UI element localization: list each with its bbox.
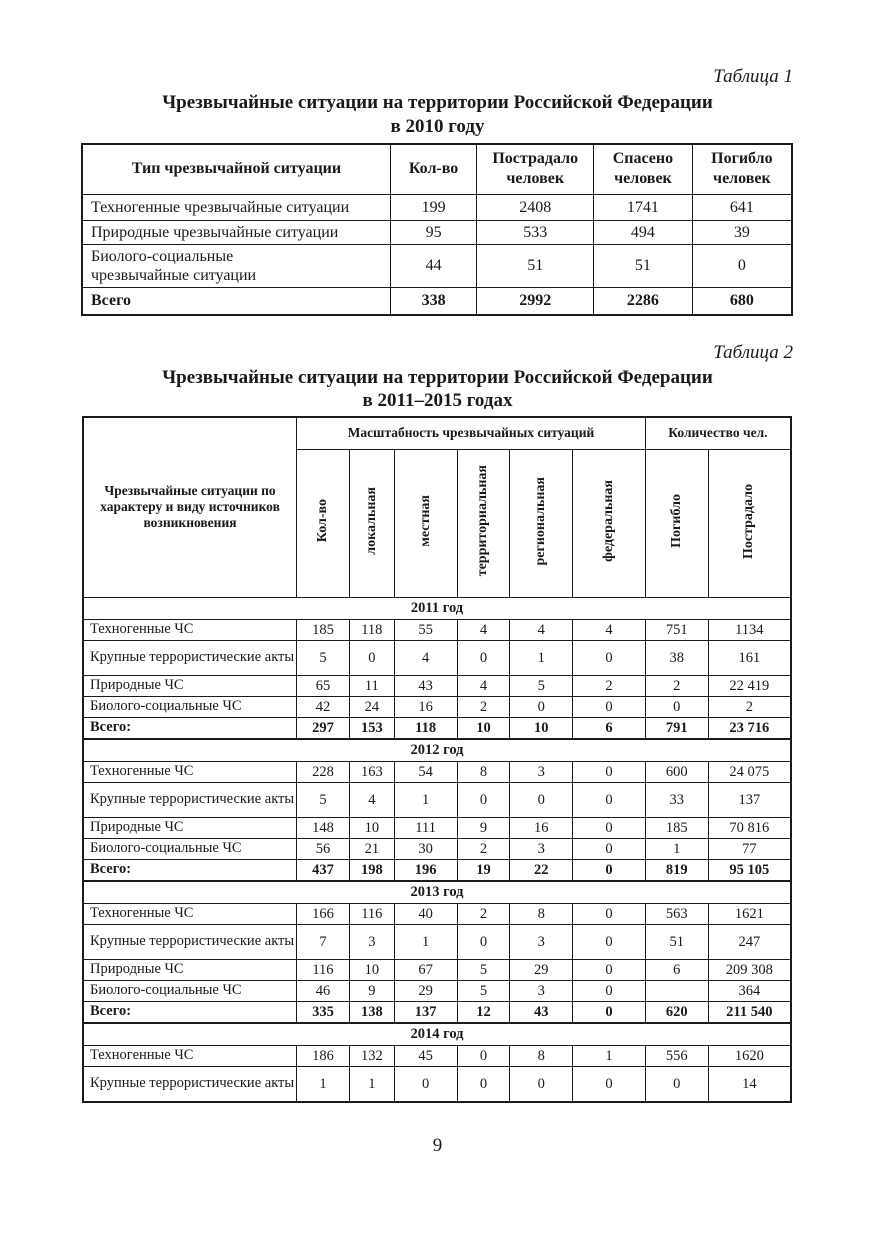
table-row — [83, 980, 791, 1001]
table-cell: 46 — [297, 980, 350, 1001]
table-cell: 1621 — [708, 903, 791, 924]
table-cell: 1 — [645, 838, 708, 859]
table-cell: 4 — [457, 675, 510, 696]
row-label: Техногенные ЧС — [83, 761, 297, 782]
column-header — [573, 449, 646, 597]
table2-header-row-label: Чрезвычайные ситуации по характеру и виду источников возникновения — [83, 417, 297, 597]
column-header — [708, 449, 791, 597]
table1-title-line2: в 2010 году — [390, 116, 485, 137]
table-cell: 29 — [394, 980, 457, 1001]
column-header — [457, 449, 510, 597]
table-cell: 95 105 — [708, 859, 791, 881]
row-label: Техногенные ЧС — [83, 1045, 297, 1066]
table-cell: 11 — [349, 675, 394, 696]
total-row — [83, 859, 791, 881]
table-cell: 38 — [645, 640, 708, 675]
table-cell: 42 — [297, 696, 350, 717]
table-cell: 137 — [394, 1001, 457, 1023]
table-cell: 4 — [349, 782, 394, 817]
table-cell: 8 — [510, 903, 573, 924]
cell-count: 338 — [390, 287, 477, 315]
table-cell: 0 — [457, 924, 510, 959]
table-cell: 161 — [708, 640, 791, 675]
row-label: Биолого-социальные чрезвычайные ситуации — [82, 244, 390, 287]
table-cell: 2 — [457, 696, 510, 717]
table-cell: 33 — [645, 782, 708, 817]
row-label: Природные чрезвычайные ситуации — [82, 220, 390, 244]
cell-saved: 1741 — [594, 194, 693, 220]
table-cell: 0 — [510, 782, 573, 817]
table-cell: 0 — [573, 959, 646, 980]
table-cell: 198 — [349, 859, 394, 881]
table-cell: 2 — [457, 838, 510, 859]
table-cell: 2 — [708, 696, 791, 717]
table-cell: 14 — [708, 1066, 791, 1102]
table-cell: 51 — [645, 924, 708, 959]
row-label: Всего — [82, 287, 390, 315]
column-header-died: Погибло — [668, 494, 684, 548]
table-row — [83, 782, 791, 817]
table-cell: 138 — [349, 1001, 394, 1023]
year-row — [83, 1023, 791, 1046]
table-row — [82, 220, 792, 244]
table-cell: 65 — [297, 675, 350, 696]
table-cell: 24 — [349, 696, 394, 717]
table-cell: 437 — [297, 859, 350, 881]
table-cell: 211 540 — [708, 1001, 791, 1023]
table-cell: 4 — [394, 640, 457, 675]
table-cell: 9 — [457, 817, 510, 838]
table-cell: 2 — [457, 903, 510, 924]
table-cell: 55 — [394, 619, 457, 640]
table-cell: 29 — [510, 959, 573, 980]
table-cell: 5 — [457, 980, 510, 1001]
table-row — [83, 924, 791, 959]
table-cell: 23 716 — [708, 717, 791, 739]
table-cell: 3 — [510, 761, 573, 782]
cell-injured: 51 — [477, 244, 594, 287]
table-cell: 1134 — [708, 619, 791, 640]
table-cell: 8 — [457, 761, 510, 782]
table-cell: 185 — [645, 817, 708, 838]
table-cell: 0 — [645, 1066, 708, 1102]
year-row — [83, 881, 791, 904]
table-cell: 0 — [573, 782, 646, 817]
column-header-territorial: территориальная — [475, 465, 491, 577]
table-cell: 297 — [297, 717, 350, 739]
table-cell: 54 — [394, 761, 457, 782]
table-row — [83, 838, 791, 859]
table-cell: 0 — [457, 1045, 510, 1066]
table1 — [81, 143, 793, 316]
table-cell: 7 — [297, 924, 350, 959]
table-cell: 22 — [510, 859, 573, 881]
table-row — [83, 761, 791, 782]
cell-saved: 494 — [594, 220, 693, 244]
row-label: Техногенные ЧС — [83, 903, 297, 924]
table-cell: 0 — [573, 817, 646, 838]
table-cell: 0 — [457, 640, 510, 675]
table-cell: 5 — [457, 959, 510, 980]
year-label: 2013 год — [83, 881, 791, 904]
table2 — [82, 416, 792, 1103]
table-row — [82, 194, 792, 220]
table-cell: 0 — [457, 1066, 510, 1102]
cell-count: 199 — [390, 194, 477, 220]
table-cell: 0 — [573, 859, 646, 881]
table-cell: 4 — [457, 619, 510, 640]
row-label: Всего: — [83, 859, 297, 881]
table-cell: 45 — [394, 1045, 457, 1066]
column-header — [349, 449, 394, 597]
table-cell: 43 — [394, 675, 457, 696]
table-cell: 0 — [573, 696, 646, 717]
total-row — [83, 1001, 791, 1023]
page-number: 9 — [432, 1135, 443, 1156]
table-cell: 0 — [573, 903, 646, 924]
table-cell: 196 — [394, 859, 457, 881]
table-cell: 0 — [573, 1001, 646, 1023]
cell-injured: 2408 — [477, 194, 594, 220]
table-cell: 70 816 — [708, 817, 791, 838]
table-row — [82, 244, 792, 287]
table-cell: 24 075 — [708, 761, 791, 782]
row-label: Всего: — [83, 1001, 297, 1023]
cell-count: 95 — [390, 220, 477, 244]
table1-header-count: Кол-во — [390, 144, 477, 194]
table-cell: 22 419 — [708, 675, 791, 696]
table-cell: 0 — [510, 696, 573, 717]
table-cell: 4 — [510, 619, 573, 640]
cell-injured: 2992 — [477, 287, 594, 315]
table-cell: 153 — [349, 717, 394, 739]
table-cell — [645, 980, 708, 1001]
year-row — [83, 739, 791, 762]
table-cell: 0 — [645, 696, 708, 717]
table-cell: 10 — [349, 817, 394, 838]
row-label: Природные ЧС — [83, 817, 297, 838]
table-row — [83, 817, 791, 838]
table-cell: 0 — [510, 1066, 573, 1102]
table-cell: 166 — [297, 903, 350, 924]
table2-header-people: Количество чел. — [645, 417, 791, 449]
table-cell: 10 — [510, 717, 573, 739]
cell-saved: 51 — [594, 244, 693, 287]
year-label: 2012 год — [83, 739, 791, 762]
row-label: Всего: — [83, 717, 297, 739]
table-cell: 132 — [349, 1045, 394, 1066]
table-cell: 116 — [349, 903, 394, 924]
cell-injured: 533 — [477, 220, 594, 244]
table1-header-injured: Пострадало человек — [477, 144, 594, 194]
table-cell: 1 — [394, 782, 457, 817]
table-cell: 6 — [573, 717, 646, 739]
table-cell: 2 — [645, 675, 708, 696]
year-row — [83, 597, 791, 619]
table2-header-scale: Масштабность чрезвычайных ситуаций — [297, 417, 646, 449]
table2-caption: Таблица 2 — [713, 342, 793, 363]
table-cell: 1 — [573, 1045, 646, 1066]
row-label: Крупные террористические акты — [83, 924, 297, 959]
row-label: Природные ЧС — [83, 959, 297, 980]
table-cell: 620 — [645, 1001, 708, 1023]
table-row — [83, 619, 791, 640]
table1-header-row — [82, 144, 792, 194]
table-cell: 77 — [708, 838, 791, 859]
table-cell: 40 — [394, 903, 457, 924]
table-cell: 3 — [510, 838, 573, 859]
row-label: Крупные террористические акты — [83, 782, 297, 817]
column-header-local: локальная — [363, 487, 379, 555]
table-cell: 148 — [297, 817, 350, 838]
cell-died: 39 — [692, 220, 792, 244]
table-cell: 118 — [394, 717, 457, 739]
table1-header-died: Погибло человек — [692, 144, 792, 194]
table-cell: 0 — [457, 782, 510, 817]
table-cell: 1 — [349, 1066, 394, 1102]
table-cell: 4 — [573, 619, 646, 640]
table-cell: 185 — [297, 619, 350, 640]
table-cell: 3 — [349, 924, 394, 959]
cell-died: 641 — [692, 194, 792, 220]
row-label: Крупные террористические акты — [83, 640, 297, 675]
table1-header-saved: Спасено человек — [594, 144, 693, 194]
table-cell: 30 — [394, 838, 457, 859]
table-row — [83, 640, 791, 675]
table-cell: 0 — [573, 838, 646, 859]
row-label: Крупные террористические акты — [83, 1066, 297, 1102]
table-cell: 10 — [349, 959, 394, 980]
table2-body — [83, 597, 791, 1102]
table-cell: 1620 — [708, 1045, 791, 1066]
table2-header-group-row — [83, 417, 791, 449]
table-cell: 6 — [645, 959, 708, 980]
year-label: 2011 год — [83, 597, 791, 619]
table-cell: 0 — [573, 1066, 646, 1102]
table-cell: 1 — [297, 1066, 350, 1102]
table-cell: 0 — [573, 761, 646, 782]
table-cell: 228 — [297, 761, 350, 782]
table-row — [83, 903, 791, 924]
table-cell: 5 — [297, 782, 350, 817]
column-header — [394, 449, 457, 597]
table1-total-row — [82, 287, 792, 315]
table2-title-line1: Чрезвычайные ситуации на территории Российской Федерации — [162, 367, 713, 388]
table-cell: 111 — [394, 817, 457, 838]
total-row — [83, 717, 791, 739]
column-header — [645, 449, 708, 597]
table-cell: 10 — [457, 717, 510, 739]
table-cell: 0 — [573, 980, 646, 1001]
table-cell: 0 — [349, 640, 394, 675]
table-cell: 556 — [645, 1045, 708, 1066]
column-header-federal: федеральная — [600, 480, 616, 562]
table-cell: 0 — [573, 924, 646, 959]
table-cell: 5 — [510, 675, 573, 696]
column-header-municipal: местная — [417, 495, 433, 547]
table2-title-line2: в 2011–2015 годах — [362, 390, 513, 411]
table-cell: 186 — [297, 1045, 350, 1066]
table-row — [83, 696, 791, 717]
table-cell: 9 — [349, 980, 394, 1001]
table-cell: 12 — [457, 1001, 510, 1023]
table-cell: 1 — [394, 924, 457, 959]
table-cell: 8 — [510, 1045, 573, 1066]
table-cell: 16 — [394, 696, 457, 717]
cell-saved: 2286 — [594, 287, 693, 315]
column-header — [297, 449, 350, 597]
table-cell: 335 — [297, 1001, 350, 1023]
table1-header-type: Тип чрезвычайной ситуации — [82, 144, 390, 194]
table-row — [83, 959, 791, 980]
row-label: Биолого-социальные ЧС — [83, 838, 297, 859]
table-cell: 3 — [510, 924, 573, 959]
table-cell: 819 — [645, 859, 708, 881]
table-cell: 209 308 — [708, 959, 791, 980]
cell-died: 0 — [692, 244, 792, 287]
column-header-regional: региональная — [533, 476, 549, 566]
table-cell: 137 — [708, 782, 791, 817]
table-cell: 1 — [510, 640, 573, 675]
table-cell: 67 — [394, 959, 457, 980]
table-cell: 21 — [349, 838, 394, 859]
table-row — [83, 1045, 791, 1066]
table-cell: 600 — [645, 761, 708, 782]
row-label: Природные ЧС — [83, 675, 297, 696]
row-label: Биолого-социальные ЧС — [83, 980, 297, 1001]
table-cell: 364 — [708, 980, 791, 1001]
column-header-count: Кол-во — [314, 499, 330, 543]
row-label: Техногенные чрезвычайные ситуации — [82, 194, 390, 220]
row-label: Биолого-социальные ЧС — [83, 696, 297, 717]
table-cell: 5 — [297, 640, 350, 675]
cell-died: 680 — [692, 287, 792, 315]
table-row — [83, 675, 791, 696]
column-header-injured: Пострадало — [741, 483, 757, 559]
table-cell: 56 — [297, 838, 350, 859]
table-cell: 163 — [349, 761, 394, 782]
table-cell: 116 — [297, 959, 350, 980]
table-cell: 19 — [457, 859, 510, 881]
year-label: 2014 год — [83, 1023, 791, 1046]
table1-caption: Таблица 1 — [713, 66, 793, 87]
column-header — [510, 449, 573, 597]
table1-title-line1: Чрезвычайные ситуации на территории Российской Федерации — [162, 92, 713, 113]
row-label: Техногенные ЧС — [83, 619, 297, 640]
table-cell: 43 — [510, 1001, 573, 1023]
table-cell: 16 — [510, 817, 573, 838]
table-cell: 2 — [573, 675, 646, 696]
table-cell: 563 — [645, 903, 708, 924]
table-cell: 0 — [394, 1066, 457, 1102]
table-cell: 751 — [645, 619, 708, 640]
table-cell: 0 — [573, 640, 646, 675]
table-cell: 3 — [510, 980, 573, 1001]
table-cell: 118 — [349, 619, 394, 640]
table-cell: 791 — [645, 717, 708, 739]
table-row — [83, 1066, 791, 1102]
table-cell: 247 — [708, 924, 791, 959]
cell-count: 44 — [390, 244, 477, 287]
